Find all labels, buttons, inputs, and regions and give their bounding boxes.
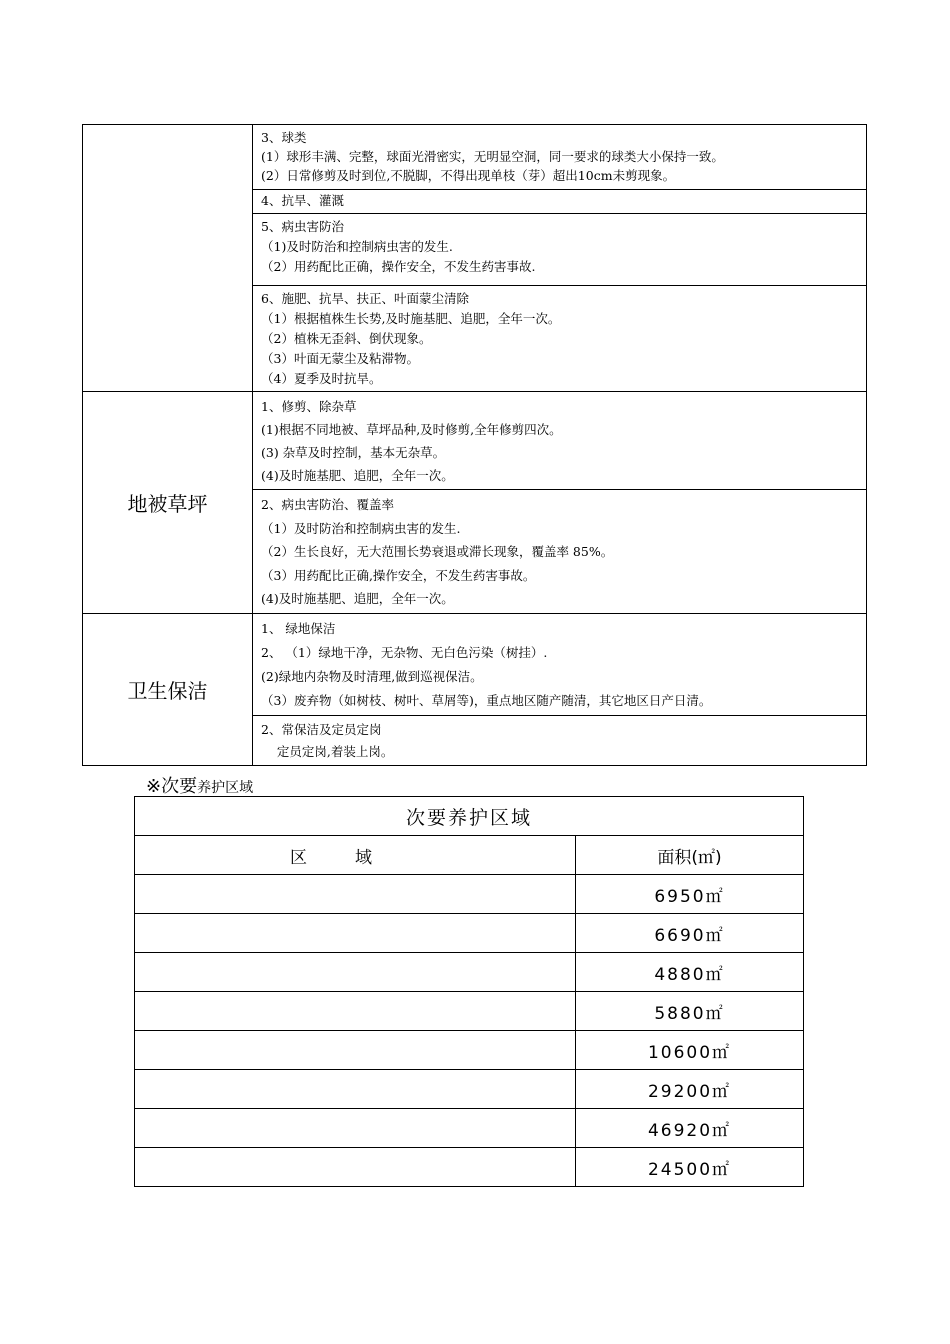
caption-mark: ※次要 [146,776,198,797]
block-line: （1）根据植株生长势,及时施基肥、追肥，全年一次。 [261,311,561,326]
table-row [135,992,804,1031]
block-line: (4)及时施基肥、追肥，全年一次。 [261,591,454,606]
table-row [135,875,804,914]
sanitation-row-clean [83,613,867,715]
block-line: (1）球形丰满、完整，球面光滑密实，无明显空洞，同一要求的球类大小保持一致。 [261,149,724,164]
block-line: 2、 （1）绿地干净，无杂物、无白色污染（树挂）. [261,644,548,660]
area-cell: 6690㎡ [576,914,804,953]
region-cell [135,914,576,953]
area-cell: 46920㎡ [576,1109,804,1148]
caption-text: 养护区域 [197,780,254,796]
standard-block [253,490,867,614]
section-caption [146,772,253,798]
block-line: （2）植株无歪斜、倒伏现象。 [261,331,432,346]
block-heading: 3、球类 [261,130,307,145]
block-line: （2）生长良好，无大范围长势衰退或滞长现象，覆盖率 85%。 [261,544,614,559]
table-row [135,1031,804,1070]
block-heading: 2、常保洁及定员定岗 [261,721,382,737]
standard-block [253,214,867,286]
standard-block [253,125,867,190]
region-cell [135,953,576,992]
block-line: 定员定岗,着装上岗。 [261,743,394,759]
standard-block [253,392,867,490]
sanitation-category-label: 卫生保洁 [83,613,253,765]
standard-block [253,286,867,392]
secondary-area-table [134,796,804,1187]
area-cell: 5880㎡ [576,992,804,1031]
block-line: (4)及时施基肥、追肥，全年一次。 [261,468,454,483]
block-line: （1)及时防治和控制病虫害的发生. [261,239,453,254]
area-cell: 10600㎡ [576,1031,804,1070]
column-header-region: 区域 [135,836,576,875]
block-line: （3）废弃物（如树枝、树叶、草屑等)，重点地区随产随清，其它地区日产日清。 [261,692,712,708]
table-row [135,953,804,992]
region-cell [135,1109,576,1148]
shrub-row-balls [83,125,867,190]
block-line: （4）夏季及时抗旱。 [261,371,382,386]
table-row [135,1109,804,1148]
area-cell: 6950㎡ [576,875,804,914]
table-row [135,1148,804,1187]
area-table-header-row [135,836,804,875]
standard-block [253,715,867,765]
block-line: （1）及时防治和控制病虫害的发生. [261,520,461,536]
block-heading: 6、施肥、抗旱、扶正、叶面蒙尘清除 [261,291,469,306]
region-cell [135,992,576,1031]
block-heading: 2、病虫害防治、覆盖率 [261,497,394,512]
block-line: (2)绿地内杂物及时清理,做到巡视保洁。 [261,668,483,684]
region-cell [135,875,576,914]
column-header-area: 面积(㎡) [576,836,804,875]
block-line: (3) 杂草及时控制，基本无杂草。 [261,445,446,460]
block-heading: 4、抗旱、灌溉 [261,193,344,208]
area-cell: 4880㎡ [576,953,804,992]
area-table-title-row [135,797,804,836]
block-heading: 1、 绿地保洁 [261,620,336,636]
lawn-category-label: 地被草坪 [83,392,253,614]
region-cell [135,1070,576,1109]
area-cell: 24500㎡ [576,1148,804,1187]
block-line: （2）用药配比正确，操作安全，不发生药害事故. [261,259,536,274]
area-cell: 29200㎡ [576,1070,804,1109]
area-table-title: 次要养护区域 [135,797,804,836]
lawn-row-trim [83,392,867,490]
standards-table [82,124,867,766]
standard-block [253,190,867,214]
standard-block [253,613,867,715]
table-row [135,1070,804,1109]
block-line: （3）用药配比正确,操作安全，不发生药害事故。 [261,567,536,583]
shrub-category-cell [83,125,253,392]
block-line: （3）叶面无蒙尘及粘滞物。 [261,351,419,366]
block-heading: 5、病虫害防治 [261,219,344,234]
block-line: (2）日常修剪及时到位,不脱脚，不得出现单枝（芽）超出10cm未剪现象。 [261,168,676,183]
region-cell [135,1148,576,1187]
block-heading: 1、修剪、除杂草 [261,399,357,414]
region-cell [135,1031,576,1070]
table-row [135,914,804,953]
block-line: (1)根据不同地被、草坪品种,及时修剪,全年修剪四次。 [261,422,562,437]
